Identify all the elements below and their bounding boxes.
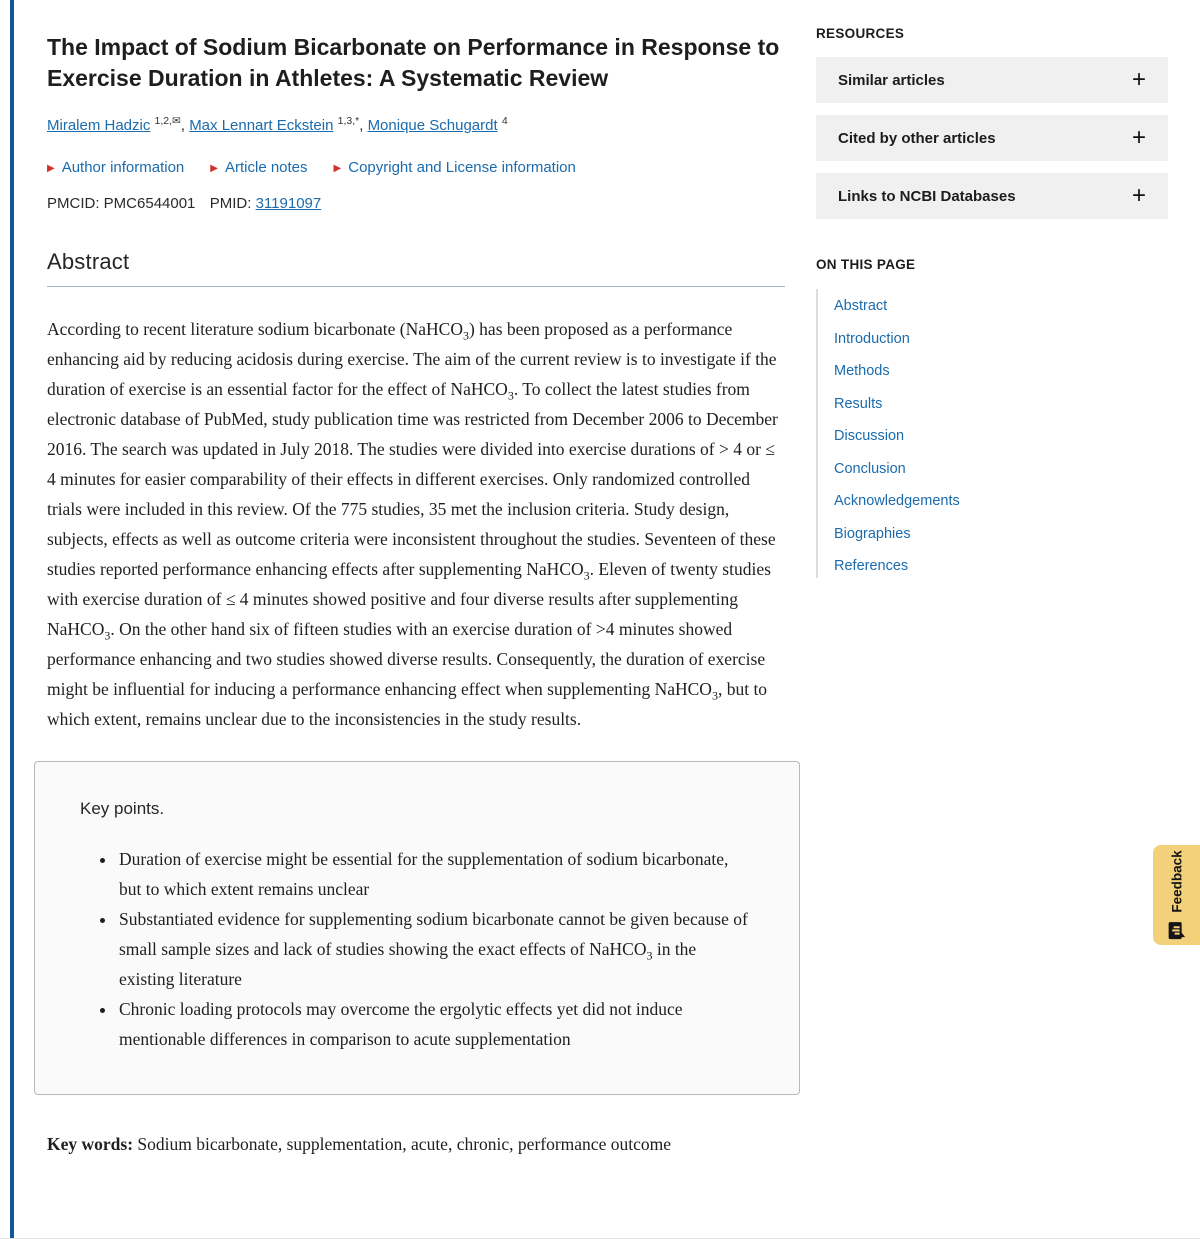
nav-link-abstract[interactable]: Abstract <box>834 298 888 314</box>
keywords-text: Sodium bicarbonate, supplementation, acute, chronic, performance outcome <box>133 1134 671 1154</box>
pmcid-label: PMCID: <box>47 195 100 212</box>
feedback-label: Feedback <box>1169 850 1184 913</box>
plus-icon: + <box>1131 66 1146 93</box>
author-separator: , <box>180 117 190 134</box>
right-sidebar <box>816 0 1168 578</box>
feedback-chart-bubble-icon <box>1168 922 1186 940</box>
similar-articles-accordion[interactable] <box>816 57 1168 103</box>
nav-link-acknowledgements[interactable]: Acknowledgements <box>834 493 960 509</box>
ncbi-links-accordion[interactable] <box>816 173 1168 219</box>
accordion-label: Cited by other articles <box>838 129 996 147</box>
nav-link-biographies[interactable]: Biographies <box>834 525 911 542</box>
abstract-paragraph: According to recent literature sodium bicarbonate (NaHCO$_3$) has been proposed as a performance enhancing aid by reducing acidosis during exercise. The aim of the current review is to investigate if the duration of exercise is an essential factor for the effect of NaHCO$_3$. To collect the latest studies from electronic database of PubMed, study publication time was restricted from December 2006 to December 2016. The search was updated in July 2018. The studies were divided into exercise durations of > 4 or ≤ 4 minutes for easier comparability of their effects in different exercises. Only randomized controlled trials were included in this review. Of the 775 studies, 35 met the inclusion criteria. Study design, subjects, effects as well as outcome criteria were inconsistent throughout the studies. Seventeen of these studies reported performance enhancing effects after supplementing NaHCO$_3$. Eleven of twenty studies with exercise duration of ≤ 4 minutes showed positive and four diverse results after supplementing NaHCO$_3$. On the other hand six of fifteen studies with an exercise duration of >4 minutes showed performance enhancing and two studies showed diverse results. Consequently, the duration of exercise might be influential for inducing a performance enhancing effect when supplementing NaHCO$_3$, but to which extent, remains unclear due to the inconsistencies in the study results. <box>47 319 778 729</box>
on-this-page-nav <box>816 289 1168 578</box>
key-points-box <box>34 761 800 1095</box>
info-link-label: Article notes <box>224 159 308 176</box>
page-left-accent-bar <box>10 0 14 1239</box>
author-list <box>47 115 785 134</box>
info-link-label: Author information <box>61 159 185 176</box>
pmid-link[interactable]: 31191097 <box>255 195 322 212</box>
author-link[interactable]: Monique Schugardt <box>367 117 498 134</box>
author-separator: , <box>359 117 368 134</box>
article-ids <box>47 195 785 212</box>
pmid-label: PMID: <box>209 195 252 212</box>
abstract-heading: Abstract <box>47 249 785 287</box>
nav-link-introduction[interactable]: Introduction <box>834 330 910 347</box>
keywords-line <box>47 1134 785 1155</box>
nav-link-references[interactable]: References <box>834 558 909 574</box>
plus-icon: + <box>1131 182 1146 209</box>
cited-by-accordion[interactable] <box>816 115 1168 161</box>
author-link[interactable]: Miralem Hadzic <box>47 117 151 134</box>
key-point-item: • Substantiated evidence for supplementing sodium bicarbonate cannot be given because of small sample sizes and lack of studies showing the exact effects of NaHCO$_3$ in the existing literature <box>117 904 754 994</box>
article-main-column <box>47 0 785 1155</box>
feedback-button[interactable] <box>1153 845 1200 945</box>
nav-link-methods[interactable]: Methods <box>834 363 890 379</box>
key-point-item: • Duration of exercise might be essential for the supplementation of sodium bicarbonate, but to which extent remains unclear <box>117 844 754 904</box>
disclosure-triangle-icon: ▶ <box>47 162 55 174</box>
article-notes-link[interactable] <box>210 159 307 176</box>
feedback-button-inner <box>1168 850 1186 939</box>
resources-accordion <box>816 57 1168 219</box>
nav-link-discussion[interactable]: Discussion <box>834 428 905 444</box>
nav-link-results[interactable]: Results <box>834 395 883 412</box>
on-this-page-heading: ON THIS PAGE <box>816 257 916 272</box>
author-affiliation-sup: 4 <box>501 115 508 127</box>
info-link-label: Copyright and License information <box>348 159 576 176</box>
article-info-links <box>47 159 785 176</box>
key-points-title: Key points. <box>80 799 165 818</box>
copyright-license-link[interactable] <box>334 159 576 176</box>
key-points-list <box>80 844 754 1054</box>
author-link[interactable]: Max Lennart Eckstein <box>189 117 334 134</box>
author-affiliation-sup: 1,2,✉ <box>154 115 181 127</box>
keywords-label: Key words: <box>47 1134 134 1154</box>
key-point-item: • Chronic loading protocols may overcome the ergolytic effects yet did not induce mentionable differences in comparison to acute supplementation <box>117 994 754 1054</box>
plus-icon: + <box>1131 124 1146 151</box>
disclosure-triangle-icon: ▶ <box>210 162 218 174</box>
article-title: The Impact of Sodium Bicarbonate on Performance in Response to Exercise Duration in Athletes: A Systematic Review <box>47 34 780 91</box>
pmcid-value: PMC6544001 <box>103 195 196 212</box>
accordion-label: Similar articles <box>838 71 945 89</box>
author-information-link[interactable] <box>47 159 184 176</box>
author-affiliation-sup: 1,3,* <box>337 115 360 127</box>
accordion-label: Links to NCBI Databases <box>838 187 1016 205</box>
nav-link-conclusion[interactable]: Conclusion <box>834 460 906 477</box>
resources-heading: RESOURCES <box>816 26 905 41</box>
disclosure-triangle-icon: ▶ <box>333 162 342 174</box>
